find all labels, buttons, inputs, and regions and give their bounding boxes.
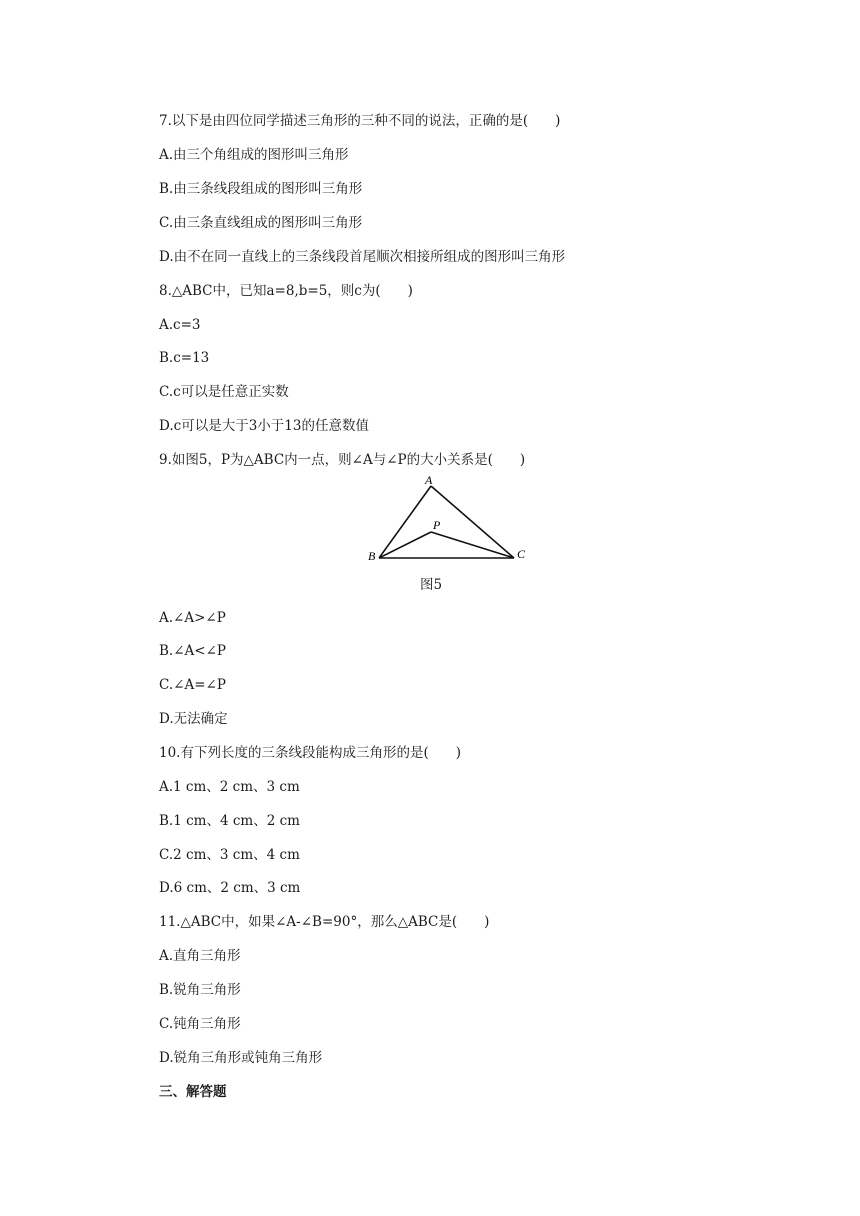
question-11-option-c: C.钝角三角形 xyxy=(159,1016,241,1032)
question-11-option-b: B.锐角三角形 xyxy=(159,982,241,998)
question-10-stem: 10.有下列长度的三条线段能构成三角形的是( ) xyxy=(159,745,462,761)
question-10-option-b: B.1 cm、4 cm、2 cm xyxy=(159,813,300,829)
question-11-stem: 11.△ABC中，如果∠A-∠B=90°，那么△ABC是( ) xyxy=(159,914,490,930)
question-11-option-d: D.锐角三角形或钝角三角形 xyxy=(159,1050,323,1066)
question-9-option-c: C.∠A=∠P xyxy=(159,677,226,693)
question-10-option-a: A.1 cm、2 cm、3 cm xyxy=(159,779,300,795)
question-10-option-c: C.2 cm、3 cm、4 cm xyxy=(159,847,300,863)
vertex-label-b: B xyxy=(368,549,376,563)
question-8-option-a: A.c=3 xyxy=(159,317,201,333)
question-7-option-d: D.由不在同一直线上的三条线段首尾顺次相接所组成的图形叫三角形 xyxy=(159,249,566,265)
question-8-option-c: C.c可以是任意正实数 xyxy=(159,384,289,400)
question-9-option-b: B.∠A<∠P xyxy=(159,643,226,659)
question-9-stem: 9.如图5，P为△ABC内一点，则∠A与∠P的大小关系是( ) xyxy=(159,452,526,468)
figure-caption: 图5 xyxy=(420,577,443,593)
point-label-p: P xyxy=(433,518,441,532)
question-8-option-d: D.c可以是大于3小于13的任意数值 xyxy=(159,418,369,434)
question-7-stem: 7.以下是由四位同学描述三角形的三种不同的说法，正确的是( ) xyxy=(159,113,561,129)
question-8-stem: 8.△ABC中，已知a=8,b=5，则c为( ) xyxy=(159,283,413,299)
vertex-label-c: C xyxy=(517,547,526,561)
triangle-figure xyxy=(365,474,535,566)
side-ab xyxy=(379,486,431,558)
question-11-option-a: A.直角三角形 xyxy=(159,948,241,964)
question-8-option-b: B.c=13 xyxy=(159,350,210,366)
question-7-option-c: C.由三条直线组成的图形叫三角形 xyxy=(159,215,363,231)
question-9-option-d: D.无法确定 xyxy=(159,711,228,727)
side-ac xyxy=(431,486,514,558)
segment-bp xyxy=(379,532,431,558)
vertex-label-a: A xyxy=(425,474,433,487)
section-heading: 三、解答题 xyxy=(159,1084,227,1100)
question-9-option-a: A.∠A>∠P xyxy=(159,610,226,626)
question-7-option-b: B.由三条线段组成的图形叫三角形 xyxy=(159,181,363,197)
segment-pc xyxy=(431,532,514,558)
question-10-option-d: D.6 cm、2 cm、3 cm xyxy=(159,880,301,896)
question-7-option-a: A.由三个角组成的图形叫三角形 xyxy=(159,147,349,163)
